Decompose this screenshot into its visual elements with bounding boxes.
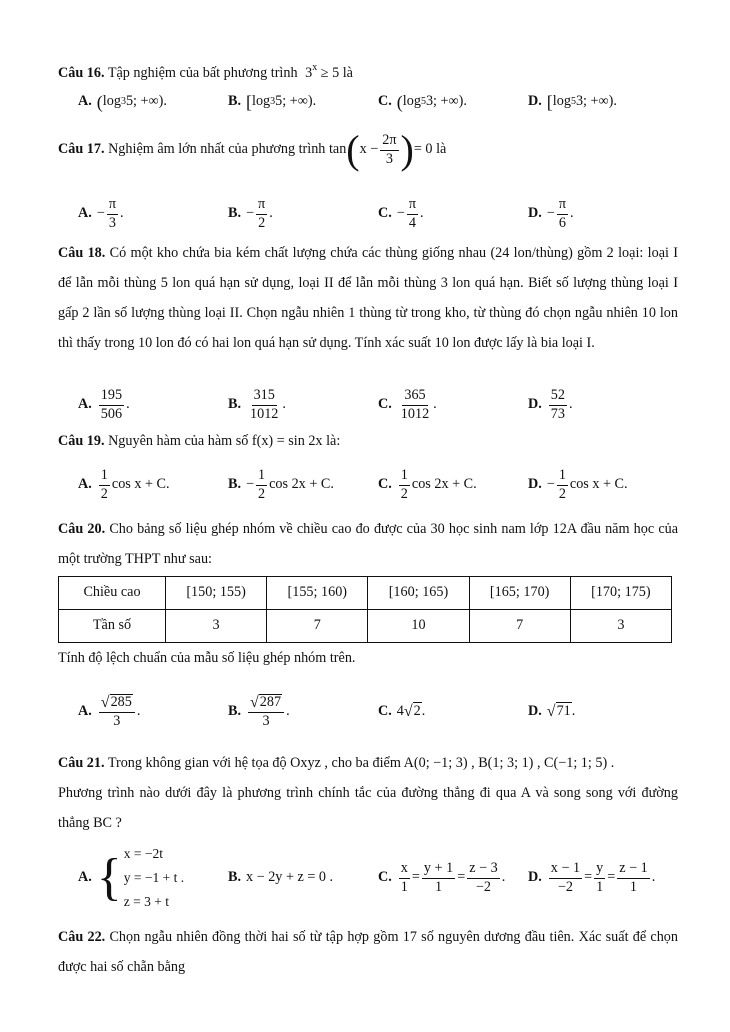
question-19: Câu 19. Nguyên hàm của hàm số f(x) = sin 2x là: (58, 433, 341, 449)
option-c[interactable]: C. $\frac{x}{1}$ = $\frac{y + 1}{1}$ = $\frac{z - 3}{-2}$ . (378, 859, 506, 895)
option-b[interactable]: B. [ log 3 5 ; +∞). (228, 91, 317, 112)
question-text: Trong không gian với hệ tọa độ Oxyz , cho ba điểm A(0; −1; 3) , B(1; 3; 1) , C(−1; 1; 5) . (107, 755, 615, 771)
option-a[interactable]: A. $\frac{1}{2}$ cos x + C. (78, 466, 170, 502)
question-text: Cho bảng số liệu ghép nhóm về chiều cao đo được của 30 học sinh nam lớp 12A đầu năm học của một trường THPT như sau: (58, 521, 679, 567)
option-b[interactable]: B. − $\frac{1}{2}$ cos 2x + C. (228, 466, 334, 502)
question-text: Có một kho chứa bia kém chất lượng chứa các thùng giống nhau (24 lon/thùng) gồm 2 loại: loại I để lẫn mỗi thùng 5 lon quá hạn sử dụng, loại II để lẫn mỗi thùng 3 lon quá hạn. Biết số lượng thùng loại I gấp 2 lần số lượng thùng loại II. Chọn ngẫu nhiên 1 thùng từ trong kho, từ thùng đó chọn ngẫu nhiên 10 lon thì thấy trong 10 lon đó có hai lon quá hạn sử dụng. Tính xác suất 10 lon được lấy là bia loại I. (58, 245, 678, 351)
question-20 (58, 514, 678, 574)
table-row (59, 577, 672, 610)
option-d[interactable]: D. $\frac{52}{73}$ . (528, 386, 573, 422)
table-cell: 3 (166, 610, 267, 643)
option-c[interactable]: C. $\frac{1}{2}$ cos 2x + C. (378, 466, 477, 502)
option-a[interactable]: A. { x = −2t y = −1 + t . z = 3 + t (78, 846, 185, 909)
question-22 (58, 922, 678, 982)
table-header-cell: Tần số (59, 610, 166, 643)
option-b[interactable]: B. $\frac{315}{1012}$ . (228, 386, 286, 422)
table-cell: [170; 175) (570, 577, 671, 610)
option-c[interactable]: C. ( log 5 3 ; +∞). (378, 91, 467, 112)
options-18 (78, 383, 678, 427)
question-20-prompt: Tính độ lệch chuẩn của mẫu số liệu ghép nhóm trên. (58, 650, 356, 666)
option-a[interactable]: A. − $\frac{\pi}{3}$ . (78, 195, 124, 231)
question-text-2: Phương trình nào dưới đây là phương trình chính tắc của đường thẳng đi qua A và song song với đường thẳng BC ? (58, 785, 678, 831)
option-b[interactable]: B. x − 2y + z = 0 . (228, 869, 334, 886)
options-17 (78, 192, 678, 236)
option-d[interactable]: D. − $\frac{1}{2}$ cos x + C. (528, 466, 628, 502)
inequality: 3$^x$ ≥ 5 (305, 62, 340, 81)
option-a[interactable]: A. √ 285 3 . (78, 693, 141, 730)
table-cell: [150; 155) (166, 577, 267, 610)
question-text: Tập nghiệm của bất phương trình (107, 65, 298, 81)
table-cell: [160; 165) (368, 577, 469, 610)
question-number: Câu 17. (58, 141, 105, 158)
table-cell: 7 (469, 610, 570, 643)
function-formula: f(x) = sin 2x (251, 433, 323, 449)
frequency-table (58, 576, 672, 643)
question-text: Chọn ngẫu nhiên đồng thời hai số từ tập hợp gồm 17 số nguyên dương đầu tiên. Xác suất để chọn được hai số chẵn bằng (58, 929, 678, 975)
table-header-cell: Chiều cao (59, 577, 166, 610)
option-d[interactable]: D. − $\frac{\pi}{6}$ . (528, 195, 574, 231)
table-cell: 7 (267, 610, 368, 643)
question-number: Câu 20. (58, 521, 106, 537)
option-c[interactable]: C. 4 √ 2 . (378, 703, 426, 720)
option-b[interactable]: B. − $\frac{\pi}{2}$ . (228, 195, 273, 231)
question-17 (58, 128, 678, 172)
table-cell: 3 (570, 610, 671, 643)
table-cell: [155; 160) (267, 577, 368, 610)
equation: tan ( x − $\frac{2\pi}{3}$ ) = 0 là (328, 127, 447, 172)
option-d[interactable]: D. √ 71 . (528, 703, 576, 720)
table-cell: [165; 170) (469, 577, 570, 610)
option-d[interactable]: D. [ log 5 3 ; +∞). (528, 91, 617, 112)
question-18 (58, 238, 678, 358)
option-a[interactable]: A. ( log 3 5 ; +∞). (78, 91, 167, 112)
question-number: Câu 16. (58, 65, 105, 81)
option-b[interactable]: B. √ 287 3 . (228, 693, 290, 730)
question-21 (58, 748, 678, 838)
option-c[interactable]: C. $\frac{365}{1012}$ . (378, 386, 437, 422)
question-text: Nguyên hàm của hàm số (108, 433, 249, 449)
options-21 (78, 842, 678, 914)
options-16 (78, 82, 678, 122)
question-number: Câu 18. (58, 245, 106, 261)
option-a[interactable]: A. $\frac{195}{506}$ . (78, 386, 130, 422)
table-row (59, 610, 672, 643)
table-cell: 10 (368, 610, 469, 643)
question-number: Câu 21. (58, 755, 105, 771)
options-19 (78, 463, 678, 507)
option-c[interactable]: C. − $\frac{\pi}{4}$ . (378, 195, 424, 231)
options-20 (78, 690, 678, 734)
question-text: Nghiệm âm lớn nhất của phương trình (108, 141, 326, 158)
question-number: Câu 22. (58, 929, 106, 945)
question-16: Câu 16. Tập nghiệm của bất phương trình 3$^x$ ≥ 5 là (58, 62, 353, 81)
option-d[interactable]: D. $\frac{x - 1}{-2}$ = $\frac{y}{1}$ = $\frac{z - 1}{1}$ . (528, 859, 656, 895)
question-number: Câu 19. (58, 433, 105, 449)
